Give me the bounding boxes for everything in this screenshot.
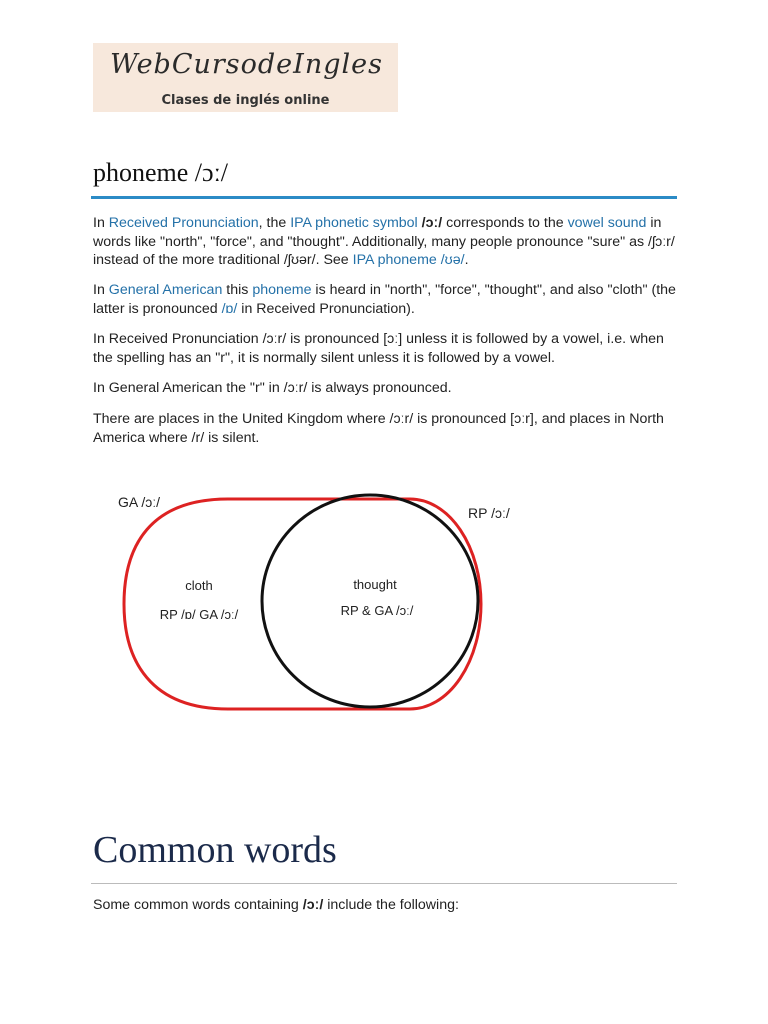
- phoneme-symbol-2: /ɔː/: [302, 897, 324, 913]
- link-vowel-sound[interactable]: vowel sound: [567, 215, 647, 231]
- logo-subtitle: Clases de inglés online: [161, 93, 330, 108]
- paragraph-intro: In Received Pronunciation, the IPA phonetic symbol /ɔː/ corresponds to the vowel sound in words like "north", "force", and "thought". Additionally, many people pronounce "sure" as /ʃɔːr/ instead of the more traditional /ʃʊər/. See IPA phoneme /ʊə/.: [93, 215, 675, 268]
- thought-sub-label: RP & GA /ɔː/: [340, 603, 414, 618]
- cloth-sub-label: RP /ɒ/ GA /ɔː/: [159, 607, 239, 622]
- page-title: phoneme /ɔː/: [93, 158, 229, 187]
- link-ipa-phoneme[interactable]: IPA phoneme /ʊə/: [352, 252, 465, 268]
- link-phoneme[interactable]: phoneme: [252, 282, 312, 298]
- ga-label: GA /ɔː/: [118, 494, 161, 510]
- phoneme-symbol: /ɔː/: [421, 215, 443, 231]
- section-divider: [91, 883, 677, 884]
- section-heading: Common words: [93, 829, 337, 871]
- site-logo[interactable]: [93, 43, 398, 112]
- paragraph-rp-rule: In Received Pronunciation /ɔːr/ is pronounced [ɔː] unless it is followed by a vowel, i.e. when the spelling has an "r", it is normally silent unless it is followed by a vowel.: [93, 331, 664, 366]
- thought-label: thought: [353, 577, 397, 592]
- venn-diagram: [110, 480, 530, 720]
- cloth-label: cloth: [185, 578, 213, 593]
- logo-title: WebCursodeIngles: [110, 49, 383, 80]
- ga-outline: [124, 499, 481, 709]
- paragraph-regional: There are places in the United Kingdom where /ɔːr/ is pronounced [ɔːr], and places in North America where /r/ is silent.: [93, 411, 664, 446]
- link-received-pronunciation[interactable]: Received Pronunciation: [108, 215, 259, 231]
- rp-label: RP /ɔː/: [468, 505, 510, 521]
- link-phoneme-o[interactable]: /ɒ/: [221, 300, 238, 317]
- rp-outline: [262, 495, 478, 707]
- title-divider: [91, 196, 677, 199]
- paragraph-common-words: Some common words containing /ɔː/ include the following:: [93, 897, 459, 913]
- paragraph-general-american: In General American this phoneme is heard in "north", "force", "thought", and also "cloth" (the latter is pronounced /ɒ/ in Received Pronunciation).: [93, 282, 676, 317]
- link-ipa-phonetic-symbol[interactable]: IPA phonetic symbol: [290, 215, 418, 231]
- link-general-american[interactable]: General American: [108, 282, 223, 298]
- paragraph-ga-rule: In General American the "r" in /ɔːr/ is always pronounced.: [93, 380, 452, 396]
